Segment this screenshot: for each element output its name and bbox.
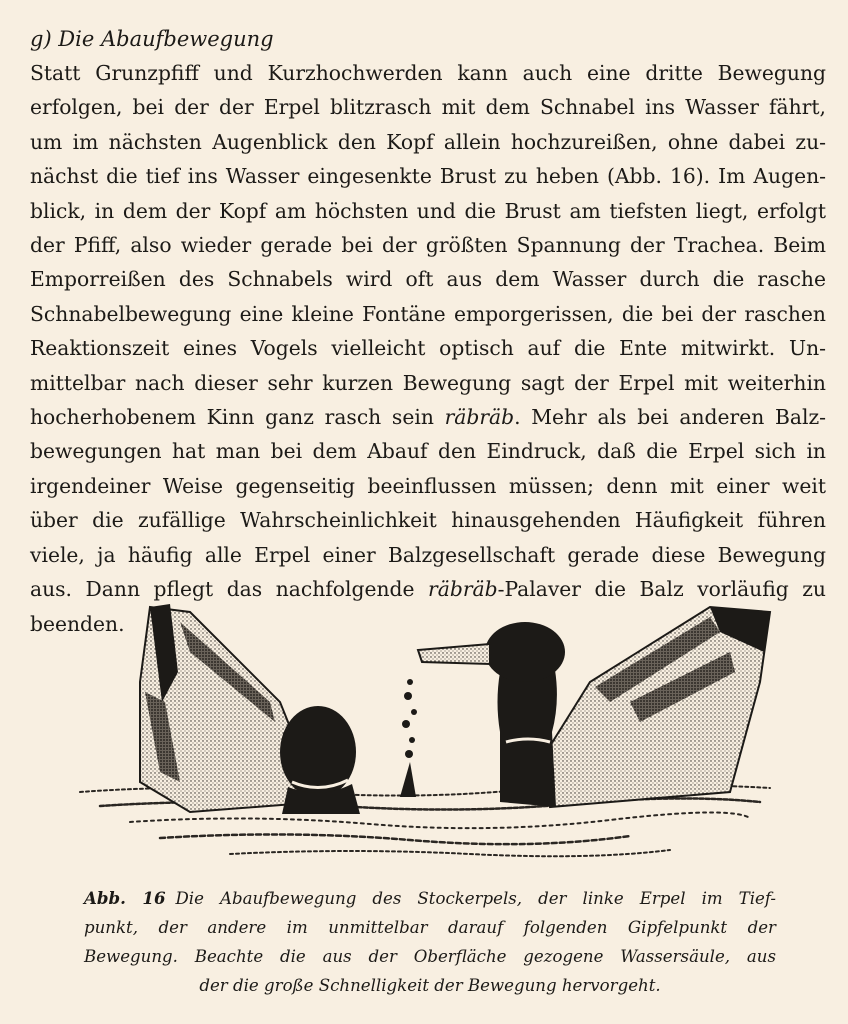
paragraph-line: Emporreißen des Schnabels wird oft aus dem Wasser durch die rasche: [30, 267, 826, 292]
paragraph-line: Reaktionszeit eines Vogels vielleicht optisch auf die Ente mitwirkt. Un-: [30, 336, 826, 361]
caption-line: Bewegung. Beachte die aus der Oberfläche gezogene Wassersäule, aus: [84, 947, 776, 966]
text-run: aus. Dann pflegt das nachfolgende: [30, 577, 429, 602]
paragraph-line: bewegungen hat man bei dem Abauf den Eindruck, daß die Erpel sich in: [30, 439, 826, 464]
paragraph-line: mittelbar nach dieser sehr kurzen Bewegung sagt der Erpel mit weiterhin: [30, 370, 826, 395]
caption-text: Die Abaufbewegung des Stockerpels, der linke Erpel im Tief-: [175, 889, 777, 908]
paragraph-line: viele, ja häufig alle Erpel einer Balzgesellschaft gerade diese Bewegung: [30, 542, 826, 567]
paragraph-line: Statt Grunzpfiff und Kurzhochwerden kann auch eine dritte Bewegung: [30, 61, 826, 85]
right-duck: [418, 607, 770, 807]
paragraph-line: um im nächsten Augenblick den Kopf allein hochzureißen, ohne dabei zu-: [30, 129, 826, 154]
figure-illustration: [70, 592, 790, 870]
caption-line: punkt, der andere im unmittelbar darauf folgenden Gipfelpunkt der: [84, 918, 776, 937]
paragraph-line: Schnabelbewegung eine kleine Fontäne emporgerissen, die bei der raschen: [30, 301, 826, 326]
text-run: . Mehr als bei anderen Balz-: [514, 405, 826, 430]
paragraph-line: erfolgen, bei der der Erpel blitzrasch mit dem Schnabel ins Wasser fährt,: [30, 95, 826, 120]
paragraph-line: [30, 400, 826, 434]
section-heading: g) Die Abaufbewegung: [30, 27, 274, 51]
paragraph: [30, 56, 826, 641]
italic-term: räbräb: [444, 405, 515, 430]
left-duck: [140, 604, 360, 814]
figure-label: Abb. 16: [84, 888, 166, 908]
paragraph-line: irgendeiner Weise gegenseitig beeinflussen müssen; denn mit einer weit: [30, 473, 826, 498]
italic-term: räbräb: [428, 577, 498, 602]
paragraph-line: der Pfiff, also wieder gerade bei der größten Spannung der Trachea. Beim: [30, 233, 826, 258]
duck-illustration: [70, 592, 790, 870]
text-run: hocherhobenem Kinn ganz rasch sein: [30, 405, 445, 430]
caption-line: der die große Schnelligkeit der Bewegung hervorgeht.: [199, 976, 661, 995]
paragraph-line: über die zufällige Wahrscheinlichkeit hinausgehenden Häufigkeit führen: [30, 508, 826, 533]
paragraph-line: beenden.: [30, 611, 125, 636]
paragraph-line: blick, in dem der Kopf am höchsten und die Brust am tiefsten liegt, erfolgt: [30, 198, 826, 223]
text-run: -Palaver die Balz vorläufig zu: [497, 577, 826, 602]
water-droplets: [400, 679, 417, 797]
caption-line: [84, 884, 776, 913]
page-text: [30, 24, 826, 641]
figure-caption: [84, 884, 776, 1000]
paragraph-line: nächst die tief ins Wasser eingesenkte Brust zu heben (Abb. 16). Im Augen-: [30, 164, 826, 189]
